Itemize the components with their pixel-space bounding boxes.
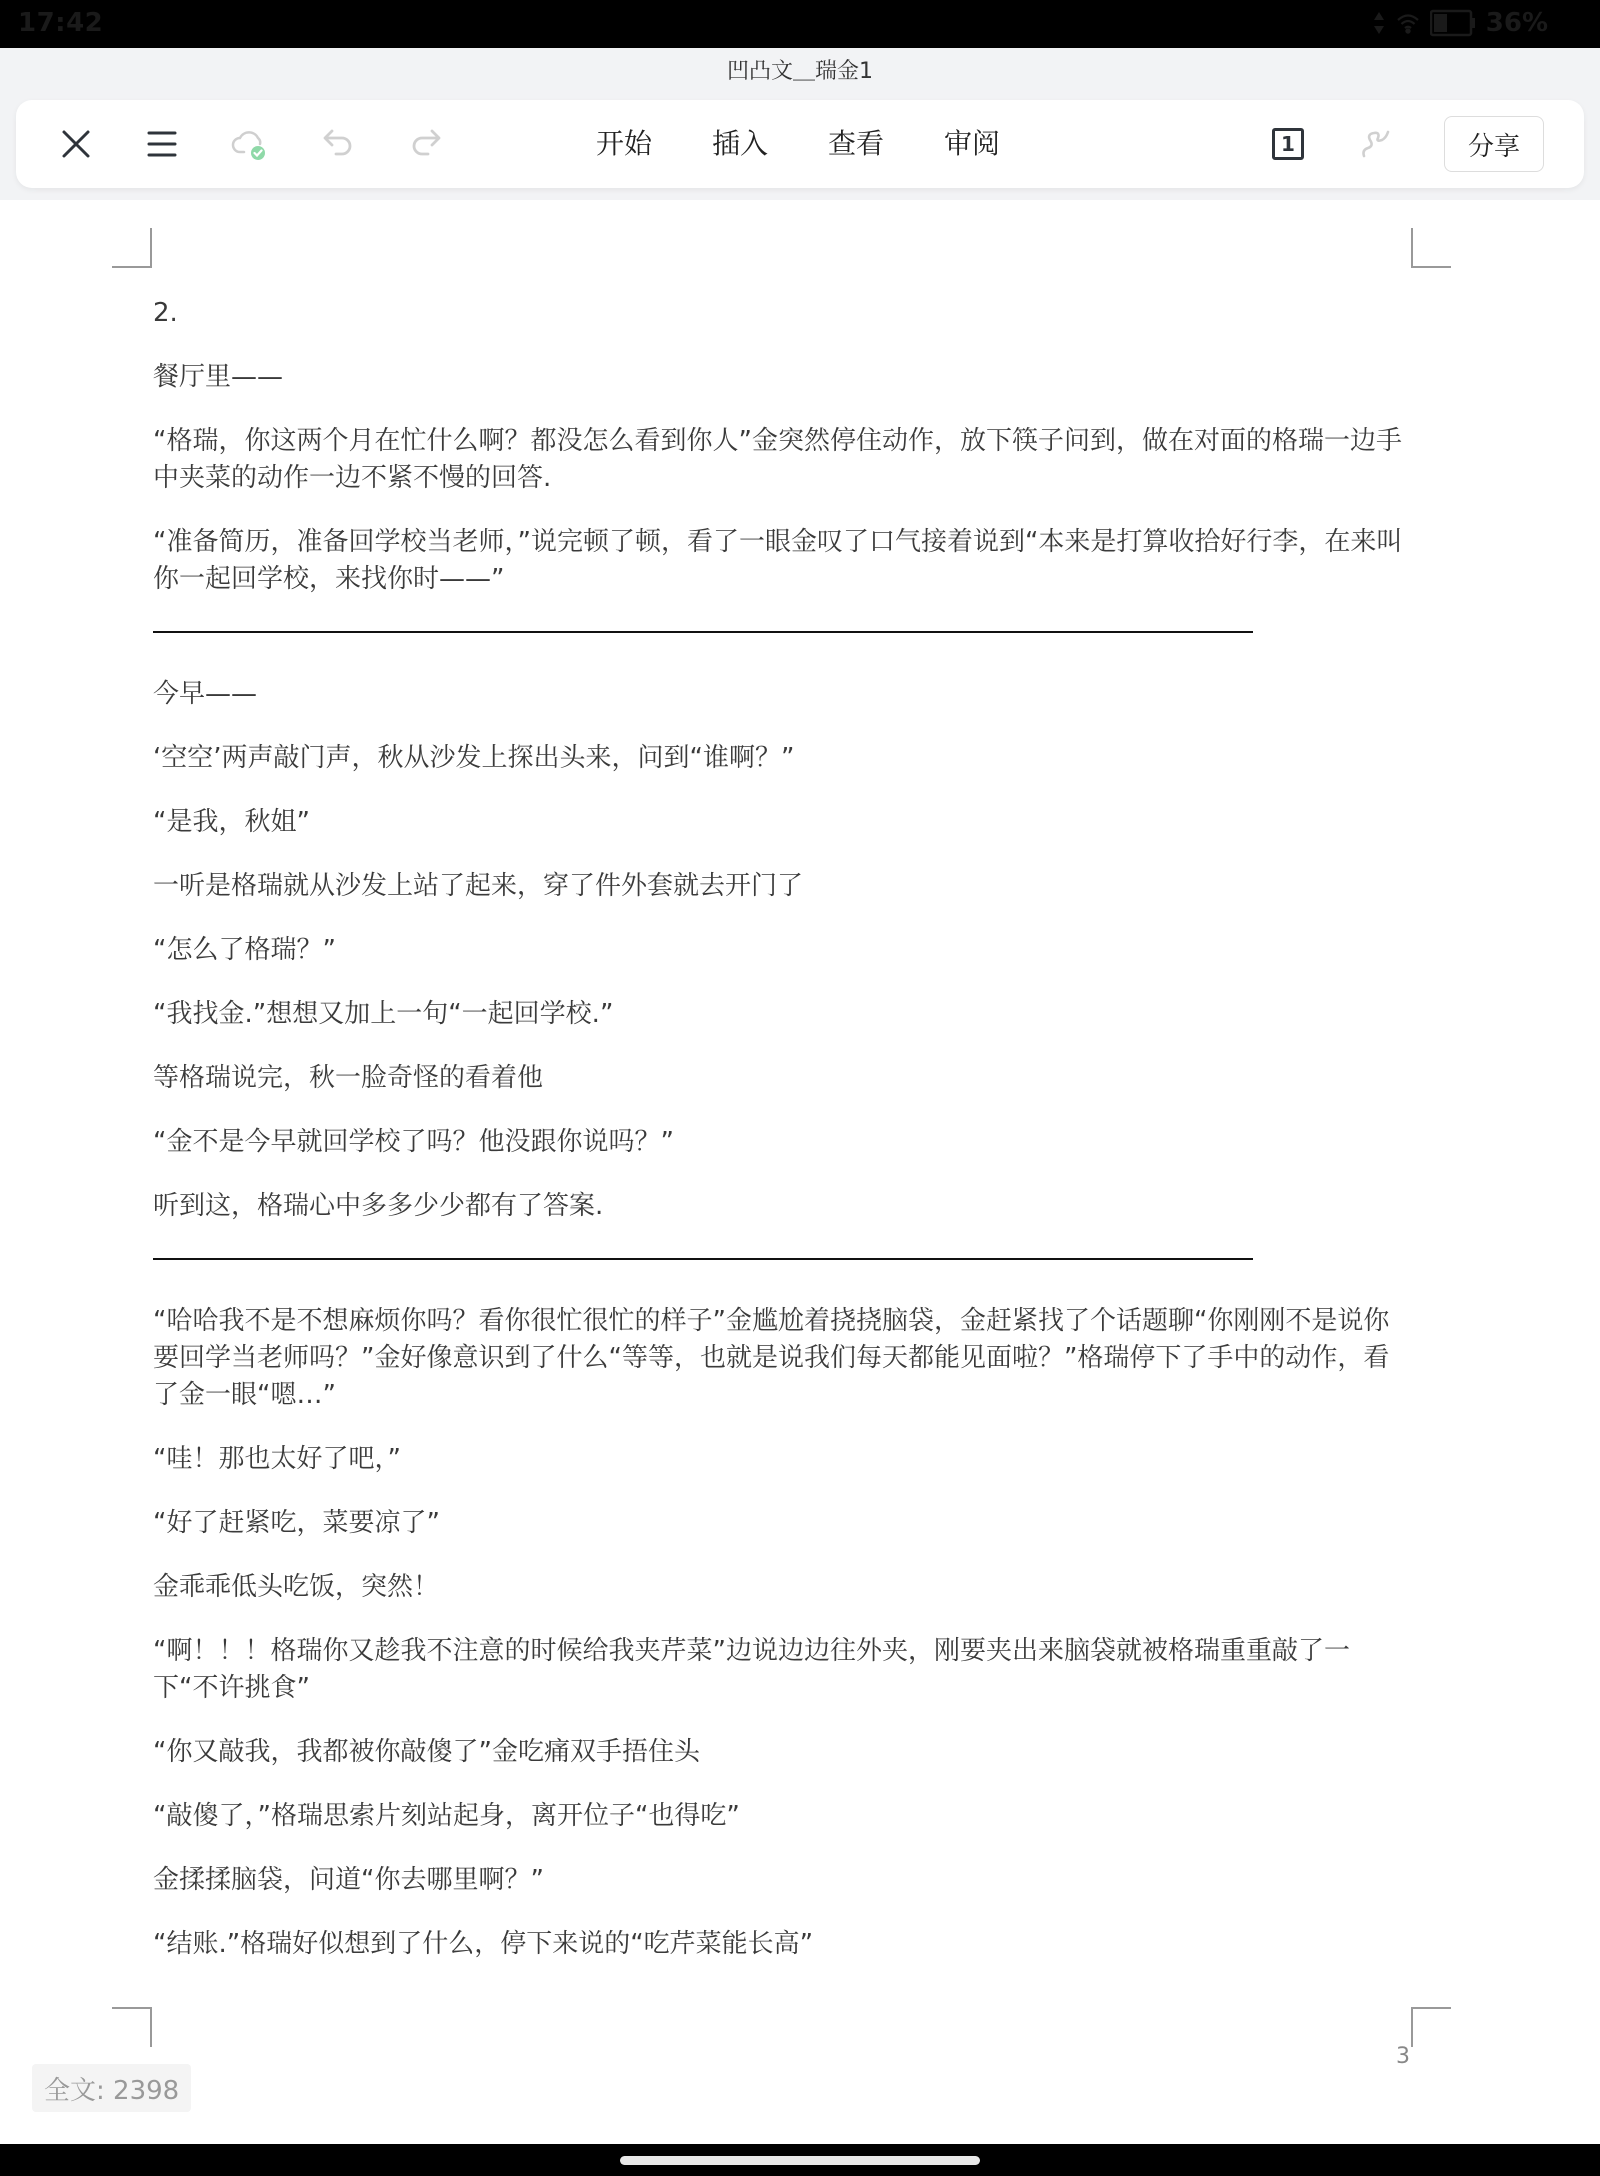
paragraph[interactable]: 金揉揉脑袋，问道“你去哪里啊？” xyxy=(153,1865,544,1895)
document-title: 凹凸文＿瑞金1 xyxy=(727,59,873,84)
page-number: 3 xyxy=(1396,2044,1410,2069)
cloud-saved-icon xyxy=(230,124,270,164)
paragraph[interactable]: “哈哈我不是不想麻烦你吗？看你很忙很忙的样子”金尴尬着挠挠脑袋，金赶紧找了个话题聊“你刚刚不是说你要回学当老师吗？”金好像意识到了什么“等等，也就是说我们每天都能见面啦？”格瑞停下了手中的动作，看了金一眼“嗯…” xyxy=(153,1306,1390,1410)
battery-percent: 36% xyxy=(1485,8,1548,38)
word-count-label: 全文: 2398 xyxy=(44,2075,180,2106)
paragraph[interactable]: “你又敲我，我都被你敲傻了”金吃痛双手捂住头 xyxy=(153,1737,700,1767)
page-count-button[interactable] xyxy=(1268,124,1308,164)
share-button[interactable]: 分享 xyxy=(1444,116,1544,172)
status-indicators xyxy=(1372,8,1548,38)
page-margin-corner-top-left xyxy=(112,228,152,268)
close-icon xyxy=(60,128,92,160)
redo-button[interactable] xyxy=(406,124,446,164)
paragraph[interactable]: “怎么了格瑞？” xyxy=(153,935,336,965)
paragraph[interactable]: “格瑞，你这两个月在忙什么啊？都没怎么看到你人”金突然停住动作，放下筷子问到，做在对面的格瑞一边手中夹菜的动作一边不紧不慢的回答. xyxy=(153,426,1402,493)
tab-view[interactable]: 查看 xyxy=(828,127,885,160)
wifi-icon xyxy=(1396,11,1420,35)
undo-button[interactable] xyxy=(318,124,358,164)
paragraph[interactable]: 听到这，格瑞心中多多少少都有了答案. xyxy=(153,1191,604,1221)
paragraph[interactable]: 餐厅里—— xyxy=(153,362,284,392)
navigation-bar xyxy=(0,2144,1600,2176)
paragraph[interactable]: 一听是格瑞就从沙发上站了起来，穿了件外套就去开门了 xyxy=(153,871,804,901)
paragraph[interactable]: “哇！那也太好了吧，” xyxy=(153,1444,401,1474)
toolbar xyxy=(16,100,1584,188)
section-separator xyxy=(153,1258,1253,1260)
word-count-badge[interactable] xyxy=(32,2064,191,2112)
tab-start[interactable]: 开始 xyxy=(596,127,653,160)
status-time: 17:42 xyxy=(18,8,104,38)
tab-review[interactable]: 审阅 xyxy=(944,127,1001,160)
paragraph[interactable]: 等格瑞说完，秋一脸奇怪的看着他 xyxy=(153,1063,544,1093)
tab-insert[interactable]: 插入 xyxy=(712,127,769,160)
menu-icon xyxy=(146,128,178,160)
undo-icon xyxy=(320,126,356,162)
menu-button[interactable] xyxy=(142,124,182,164)
section-separator xyxy=(153,631,1253,633)
paragraph[interactable]: 今早—— xyxy=(153,679,258,709)
data-arrows-icon xyxy=(1372,9,1386,37)
paragraph[interactable]: 2. xyxy=(153,298,178,328)
redo-icon xyxy=(408,126,444,162)
paragraph[interactable]: “啊！！！格瑞你又趁我不注意的时候给我夹芹菜”边说边边往外夹，刚要夹出来脑袋就被格瑞重重敲了一下“不许挑食” xyxy=(153,1636,1350,1703)
paragraph[interactable]: “敲傻了，”格瑞思索片刻站起身，离开位子“也得吃” xyxy=(153,1801,740,1831)
paragraph[interactable]: 金乖乖低头吃饭，突然！ xyxy=(153,1572,440,1602)
ink-pen-button[interactable] xyxy=(1356,124,1396,164)
paragraph[interactable]: “准备简历，准备回学校当老师，”说完顿了顿，看了一眼金叹了口气接着说到“本来是打算收拾好行李，在来叫你一起回学校，来找你时——” xyxy=(153,527,1403,594)
page-margin-corner-top-right xyxy=(1411,228,1451,268)
page-count-icon xyxy=(1272,128,1304,160)
page-margin-corner-bottom-right xyxy=(1411,2007,1451,2047)
paragraph[interactable]: “金不是今早就回学校了吗？他没跟你说吗？” xyxy=(153,1127,674,1157)
ink-pen-icon xyxy=(1358,126,1394,162)
page-margin-corner-bottom-left xyxy=(112,2007,152,2047)
battery-icon xyxy=(1430,9,1476,37)
paragraph[interactable]: “是我，秋姐” xyxy=(153,807,310,837)
page-indicator: 1 xyxy=(1281,132,1295,156)
paragraph[interactable]: “结账.”格瑞好似想到了什么，停下来说的“吃芹菜能长高” xyxy=(153,1929,814,1959)
home-indicator[interactable] xyxy=(620,2156,980,2165)
paragraph[interactable]: ‘空空’两声敲门声，秋从沙发上探出头来，问到“谁啊？” xyxy=(153,743,795,773)
paragraph[interactable]: “好了赶紧吃，菜要凉了” xyxy=(153,1508,440,1538)
document-body[interactable] xyxy=(153,268,1413,1963)
close-button[interactable] xyxy=(56,124,96,164)
cloud-save-status[interactable] xyxy=(230,124,270,164)
paragraph[interactable]: “我找金.”想想又加上一句“一起回学校.” xyxy=(153,999,614,1029)
status-bar xyxy=(0,0,1600,48)
